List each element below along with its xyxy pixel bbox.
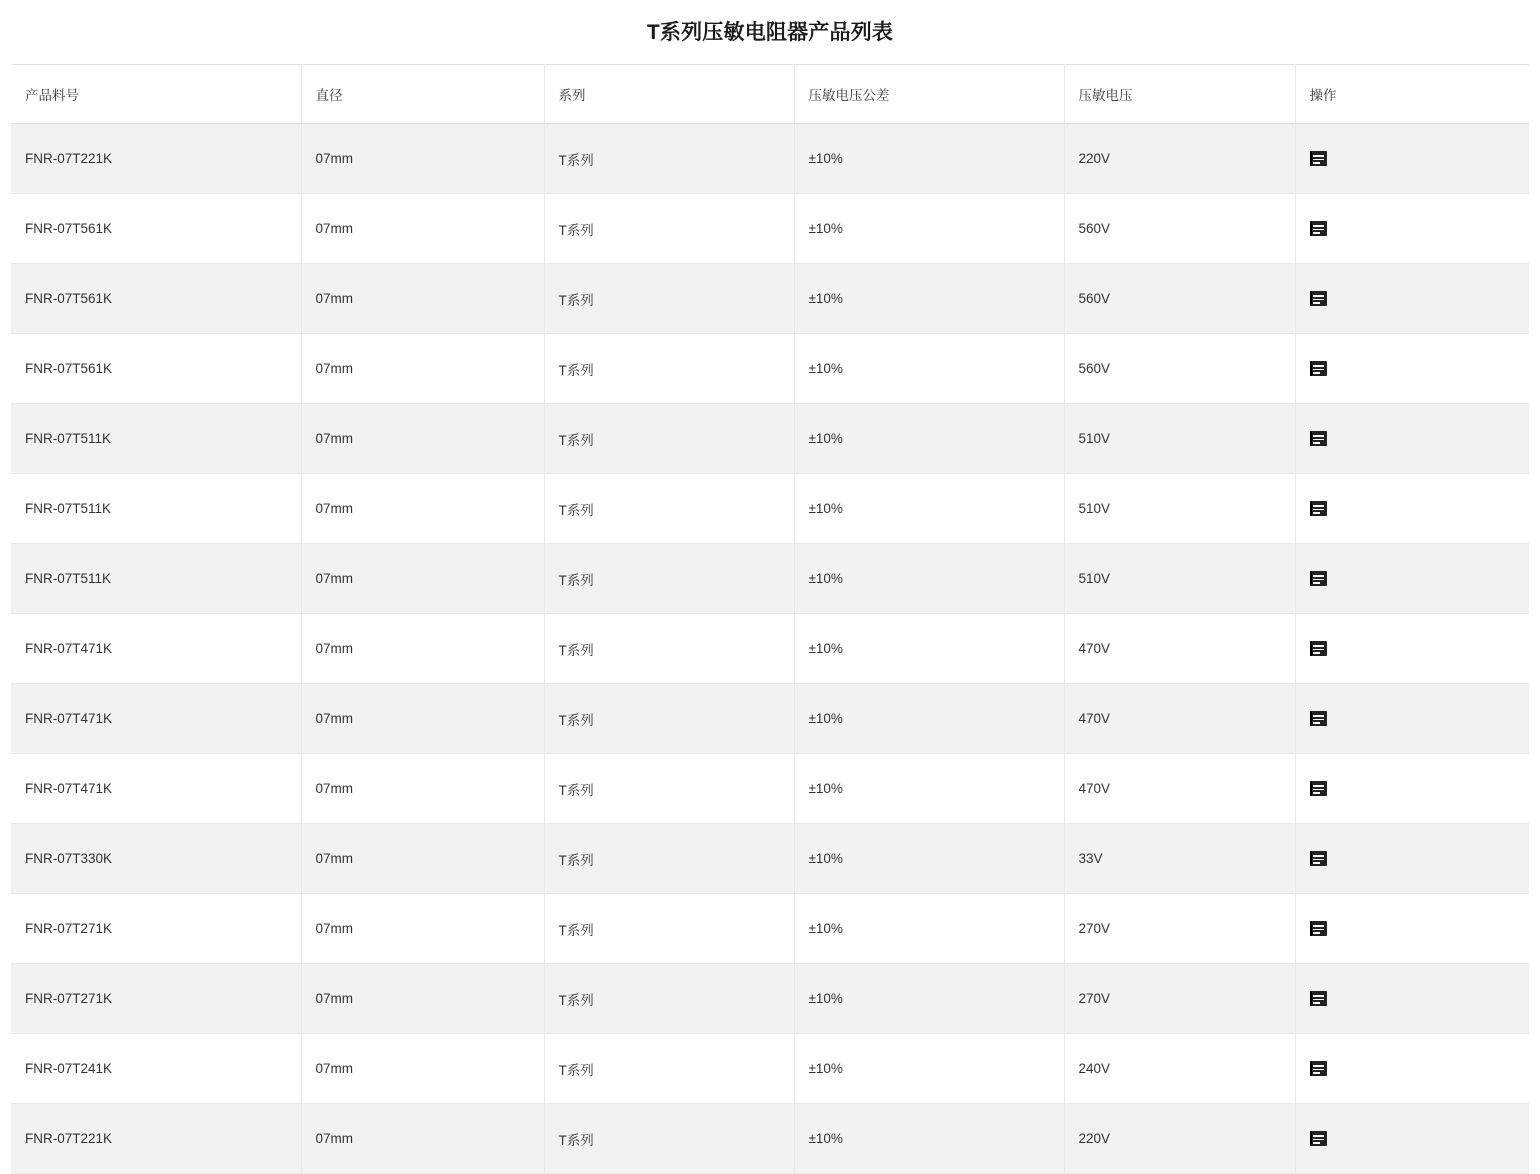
table-row (11, 1034, 1529, 1104)
product-code-cell: FNR-07T471K (11, 754, 301, 824)
action-cell (1295, 964, 1529, 1034)
series-cell: T系列 (544, 964, 794, 1034)
product-code-cell: FNR-07T471K (11, 684, 301, 754)
tolerance-cell: ±10% (794, 194, 1064, 264)
book-detail-icon[interactable] (1310, 1131, 1327, 1146)
diameter-cell: 07mm (301, 684, 544, 754)
book-detail-icon[interactable] (1310, 501, 1327, 516)
voltage-cell: 33V (1064, 824, 1295, 894)
tolerance-cell: ±10% (794, 684, 1064, 754)
table-row (11, 684, 1529, 754)
product-table (11, 64, 1529, 1174)
action-cell (1295, 474, 1529, 544)
diameter-cell: 07mm (301, 614, 544, 684)
series-cell: T系列 (544, 754, 794, 824)
diameter-cell: 07mm (301, 194, 544, 264)
table-row (11, 964, 1529, 1034)
book-detail-icon[interactable] (1310, 1061, 1327, 1076)
product-code-cell: FNR-07T271K (11, 964, 301, 1034)
voltage-cell: 510V (1064, 404, 1295, 474)
voltage-cell: 470V (1064, 614, 1295, 684)
voltage-cell: 560V (1064, 264, 1295, 334)
series-cell: T系列 (544, 824, 794, 894)
book-detail-icon[interactable] (1310, 711, 1327, 726)
product-code-cell: FNR-07T221K (11, 1104, 301, 1174)
action-cell (1295, 334, 1529, 404)
action-cell (1295, 824, 1529, 894)
tolerance-cell: ±10% (794, 474, 1064, 544)
book-detail-icon[interactable] (1310, 361, 1327, 376)
book-detail-icon[interactable] (1310, 851, 1327, 866)
book-detail-icon[interactable] (1310, 991, 1327, 1006)
table-row (11, 544, 1529, 614)
table-row (11, 264, 1529, 334)
product-code-cell: FNR-07T471K (11, 614, 301, 684)
diameter-cell: 07mm (301, 894, 544, 964)
series-cell: T系列 (544, 544, 794, 614)
tolerance-cell: ±10% (794, 264, 1064, 334)
tolerance-cell: ±10% (794, 334, 1064, 404)
book-detail-icon[interactable] (1310, 781, 1327, 796)
tolerance-cell: ±10% (794, 754, 1064, 824)
product-code-cell: FNR-07T511K (11, 474, 301, 544)
table-row (11, 824, 1529, 894)
table-row (11, 894, 1529, 964)
diameter-cell: 07mm (301, 1104, 544, 1174)
voltage-cell: 560V (1064, 334, 1295, 404)
diameter-cell: 07mm (301, 124, 544, 194)
tolerance-cell: ±10% (794, 404, 1064, 474)
action-cell (1295, 1034, 1529, 1104)
diameter-cell: 07mm (301, 754, 544, 824)
action-cell (1295, 194, 1529, 264)
column-header-series: 系列 (544, 65, 794, 124)
voltage-cell: 220V (1064, 1104, 1295, 1174)
diameter-cell: 07mm (301, 474, 544, 544)
voltage-cell: 270V (1064, 894, 1295, 964)
voltage-cell: 270V (1064, 964, 1295, 1034)
product-code-cell: FNR-07T561K (11, 264, 301, 334)
column-header-actions: 操作 (1295, 65, 1529, 124)
series-cell: T系列 (544, 1034, 794, 1104)
table-row (11, 124, 1529, 194)
product-code-cell: FNR-07T221K (11, 124, 301, 194)
tolerance-cell: ±10% (794, 1034, 1064, 1104)
series-cell: T系列 (544, 614, 794, 684)
action-cell (1295, 544, 1529, 614)
series-cell: T系列 (544, 474, 794, 544)
product-table-container (0, 64, 1540, 1174)
table-row (11, 754, 1529, 824)
voltage-cell: 560V (1064, 194, 1295, 264)
series-cell: T系列 (544, 124, 794, 194)
book-detail-icon[interactable] (1310, 221, 1327, 236)
diameter-cell: 07mm (301, 544, 544, 614)
product-code-cell: FNR-07T561K (11, 334, 301, 404)
diameter-cell: 07mm (301, 964, 544, 1034)
product-code-cell: FNR-07T561K (11, 194, 301, 264)
voltage-cell: 470V (1064, 754, 1295, 824)
series-cell: T系列 (544, 684, 794, 754)
book-detail-icon[interactable] (1310, 571, 1327, 586)
book-detail-icon[interactable] (1310, 151, 1327, 166)
action-cell (1295, 614, 1529, 684)
voltage-cell: 470V (1064, 684, 1295, 754)
action-cell (1295, 754, 1529, 824)
tolerance-cell: ±10% (794, 894, 1064, 964)
voltage-cell: 240V (1064, 1034, 1295, 1104)
tolerance-cell: ±10% (794, 1104, 1064, 1174)
voltage-cell: 510V (1064, 474, 1295, 544)
tolerance-cell: ±10% (794, 544, 1064, 614)
action-cell (1295, 684, 1529, 754)
product-code-cell: FNR-07T511K (11, 544, 301, 614)
series-cell: T系列 (544, 894, 794, 964)
table-head (11, 65, 1529, 124)
action-cell (1295, 264, 1529, 334)
table-row (11, 334, 1529, 404)
product-code-cell: FNR-07T271K (11, 894, 301, 964)
product-code-cell: FNR-07T511K (11, 404, 301, 474)
column-header-code: 产品料号 (11, 65, 301, 124)
series-cell: T系列 (544, 334, 794, 404)
action-cell (1295, 894, 1529, 964)
series-cell: T系列 (544, 1104, 794, 1174)
voltage-cell: 510V (1064, 544, 1295, 614)
book-detail-icon[interactable] (1310, 641, 1327, 656)
product-code-cell: FNR-07T330K (11, 824, 301, 894)
table-row (11, 474, 1529, 544)
column-header-tolerance: 压敏电压公差 (794, 65, 1064, 124)
table-row (11, 404, 1529, 474)
table-row (11, 614, 1529, 684)
tolerance-cell: ±10% (794, 614, 1064, 684)
book-detail-icon[interactable] (1310, 291, 1327, 306)
series-cell: T系列 (544, 264, 794, 334)
diameter-cell: 07mm (301, 1034, 544, 1104)
table-header-row (11, 65, 1529, 124)
action-cell (1295, 124, 1529, 194)
diameter-cell: 07mm (301, 264, 544, 334)
series-cell: T系列 (544, 194, 794, 264)
table-body (11, 124, 1529, 1174)
table-row (11, 194, 1529, 264)
diameter-cell: 07mm (301, 824, 544, 894)
voltage-cell: 220V (1064, 124, 1295, 194)
column-header-voltage: 压敏电压 (1064, 65, 1295, 124)
table-row (11, 1104, 1529, 1174)
action-cell (1295, 1104, 1529, 1174)
series-cell: T系列 (544, 404, 794, 474)
book-detail-icon[interactable] (1310, 431, 1327, 446)
tolerance-cell: ±10% (794, 824, 1064, 894)
diameter-cell: 07mm (301, 334, 544, 404)
book-detail-icon[interactable] (1310, 921, 1327, 936)
tolerance-cell: ±10% (794, 964, 1064, 1034)
column-header-diameter: 直径 (301, 65, 544, 124)
action-cell (1295, 404, 1529, 474)
page-title: T系列压敏电阻器产品列表 (646, 21, 894, 44)
tolerance-cell: ±10% (794, 124, 1064, 194)
diameter-cell: 07mm (301, 404, 544, 474)
product-code-cell: FNR-07T241K (11, 1034, 301, 1104)
